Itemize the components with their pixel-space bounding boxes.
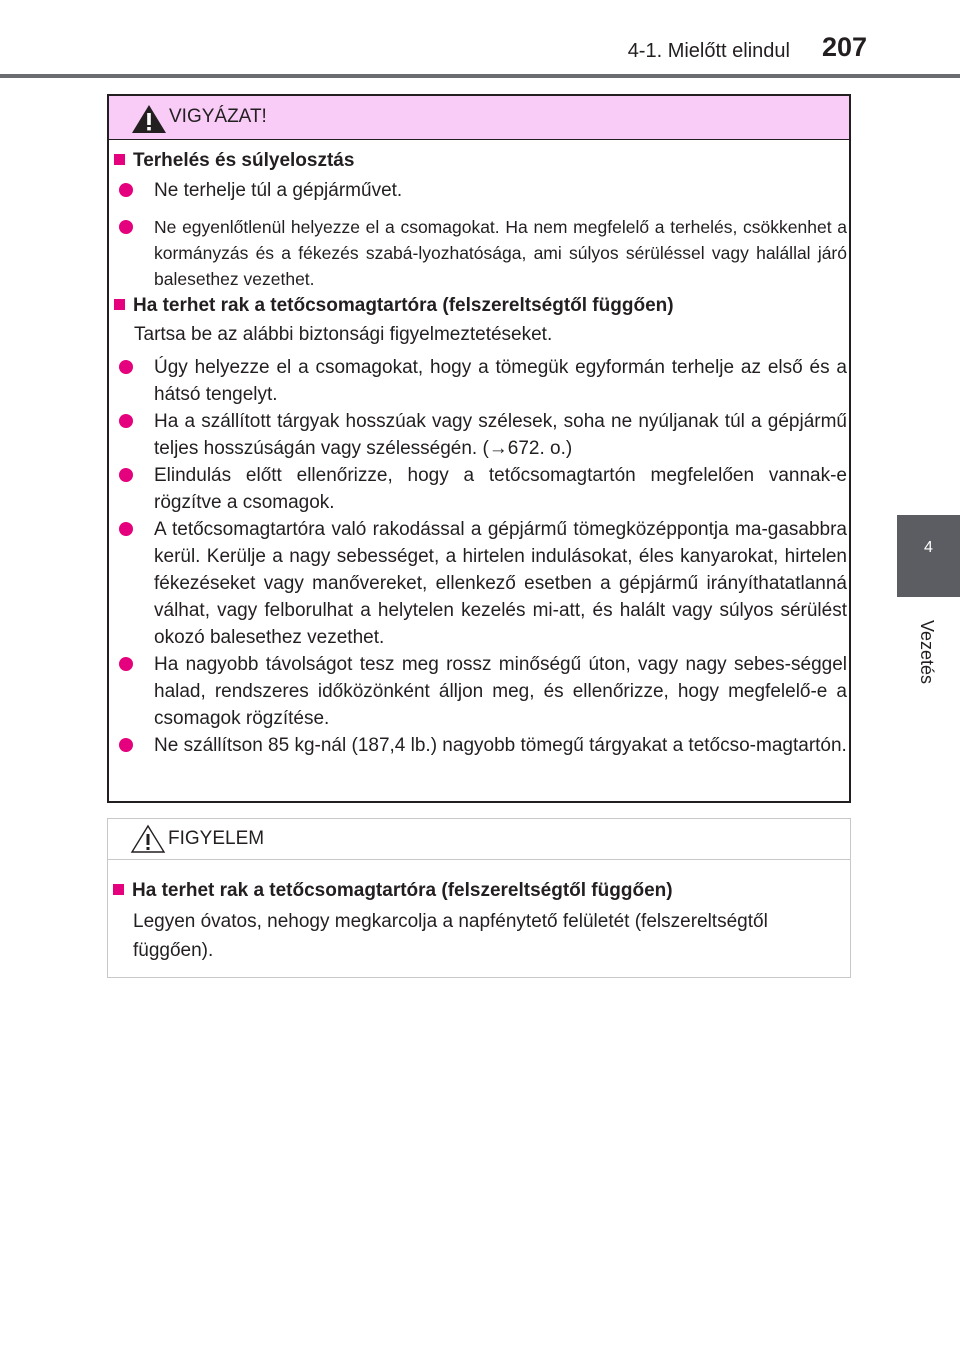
notice-label: FIGYELEM (168, 828, 265, 849)
round-bullet-icon (119, 183, 133, 197)
round-bullet-icon (119, 360, 133, 374)
warning-outline-icon (130, 824, 166, 854)
square-bullet-icon (114, 154, 125, 165)
round-bullet-icon (119, 220, 133, 234)
notice-text: Legyen óvatos, nehogy megkarcolja a napfénytető felületét (felszereltségtől függően). (133, 911, 768, 961)
square-bullet-icon (113, 884, 124, 895)
round-bullet-icon (119, 414, 133, 428)
page-number: 207 (822, 32, 868, 62)
round-bullet-icon (119, 522, 133, 536)
section-title: 4-1. Mielőtt elindul (627, 40, 790, 62)
caution-box: VIGYÁZAT! Terhelés és súlyelosztás Ne terhelje túl a gépjárművet. Ne egyenlőtlenül helyezze el a csomagokat. Ha nem megfelelő a terhelés, csökkenhet a kormányzás és a fékezés szabá-lyozhatósága, ami súlyos sérüléssel vagy halállal járó balesethez vezethet. Ha terhet rak a tetőcsomagtartóra (felszereltségtől függően) Tartsa be az alábbi biztonsági figyelmeztetéseket. Úgy helyezze el a csomagokat, hogy a tömegük egyformán terhelje az első és a hátsó tengelyt. Ha a szállított tárgyak hosszúak vagy szélesek, soha ne nyúljanak túl a gépjármű teljes hosszúságán vagy szélességén. (→672. o.) Elindulás előtt ellenőrizze, hogy a tetőcsomagtartón megfelelően vannak-e rögzítve a csomagok. A tetőcsomagtartóra való rakodással a gépjármű tömegközéppontja ma-gasabbra kerül. Kerülje a nagy sebességet, a hirtelen indulásokat, éles kanyarokat, hirtelen fékezéseket vagy manővereket, ellenkező esetben a gépjármű irányíthatatlanná válhat, vagy felborulhat a helytelen kezelés mi-att, és halált vagy súlyos sérülést okozó balesethez vezethet. Ha nagyobb távolságot tesz meg rossz minőségű úton, vagy nagy sebes-séggel halad, rendszeres időközönként álljon meg, és ellenőrizze, hogy megfelelő-e a csomagok rögzítése. Ne szállítson 85 kg-nál (187,4 lb.) nagyobb tömegű tárgyakat a tetőcso-magtartón. (107, 94, 851, 803)
section-heading: Ha terhet rak a tetőcsomagtartóra (felszereltségtől függően) (113, 880, 673, 902)
section-heading: Terhelés és súlyelosztás (114, 150, 354, 172)
notice-box (107, 818, 851, 978)
square-bullet-icon (114, 299, 125, 310)
section-heading: Ha terhet rak a tetőcsomagtartóra (felszereltségtől függően) (114, 295, 674, 317)
round-bullet-icon (119, 657, 133, 671)
notice-header (108, 819, 850, 860)
chapter-number: 4 (924, 539, 933, 556)
chapter-label: Vezetés (917, 619, 937, 685)
chapter-tab (897, 515, 960, 597)
round-bullet-icon (119, 468, 133, 482)
header-rule (0, 74, 960, 78)
round-bullet-icon (119, 738, 133, 752)
caution-label: VIGYÁZAT! (169, 106, 267, 127)
warning-icon (131, 104, 167, 134)
caution-header (109, 96, 849, 140)
section-intro: Tartsa be az alábbi biztonsági figyelmeztetéseket. (134, 324, 553, 345)
